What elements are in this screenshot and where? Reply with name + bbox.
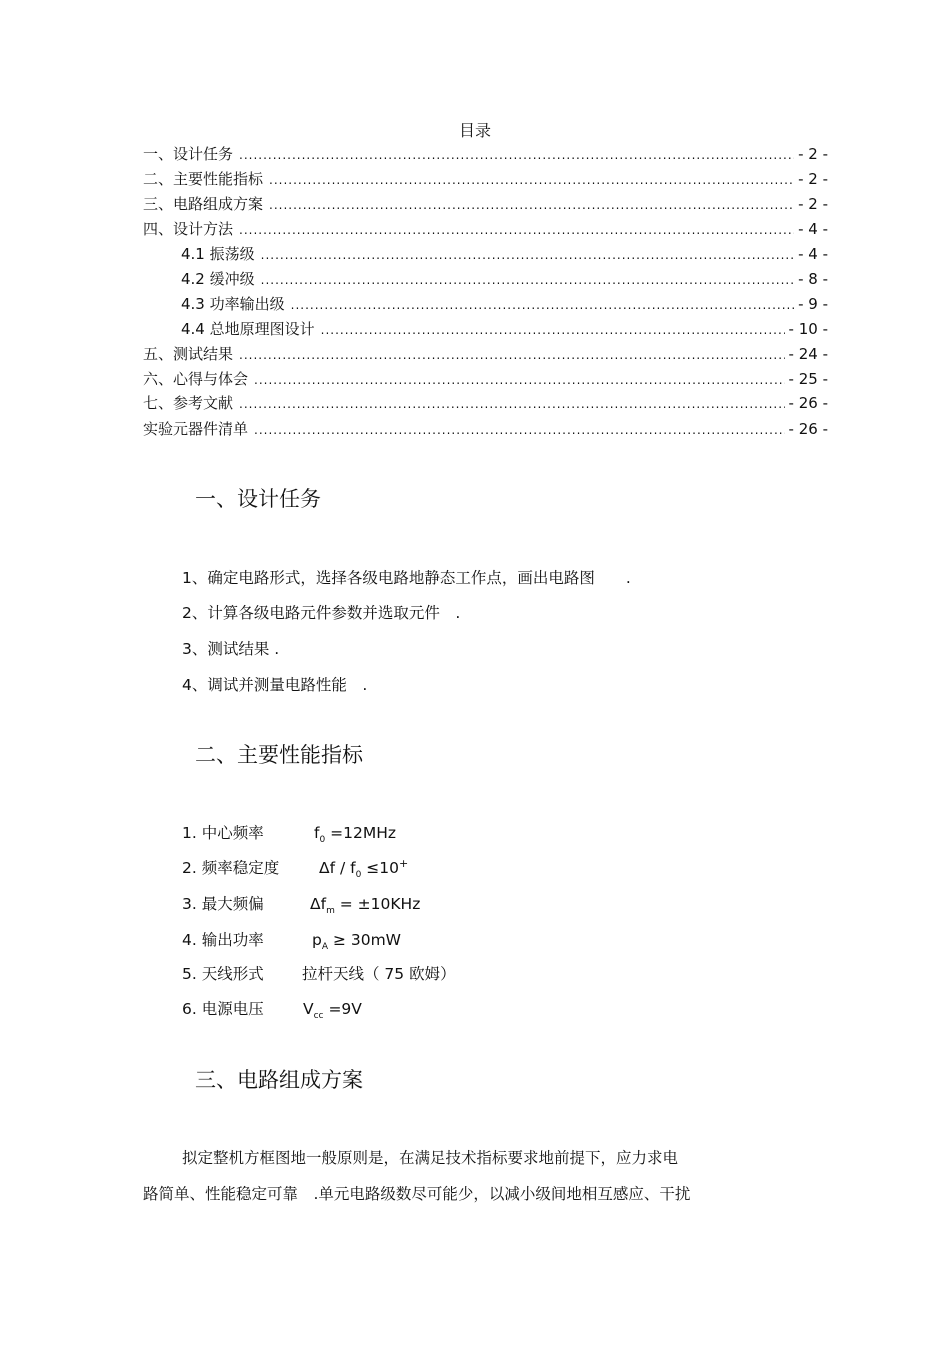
toc-leader-dots <box>239 143 794 167</box>
spec-label: 3. 最大频偏 <box>182 895 264 913</box>
toc-entry[interactable] <box>181 317 828 341</box>
spec-value: =12MHz <box>325 824 397 842</box>
toc-leader-dots <box>254 368 785 392</box>
toc-entry-label: 二、主要性能指标 <box>143 170 264 188</box>
toc-entry[interactable] <box>143 342 828 366</box>
toc-leader-dots <box>239 218 794 242</box>
toc-entry-label: 七、参考文献 <box>143 394 234 412</box>
toc-leader-dots <box>269 168 794 192</box>
spec-label: 2. 频率稳定度 <box>182 859 280 877</box>
spec-row <box>182 928 401 952</box>
toc-title: 目录 <box>458 121 491 140</box>
toc-entry-label: 实验元器件清单 <box>143 420 249 438</box>
toc-entry-page: - 2 - <box>798 195 828 213</box>
section-heading-performance: 二、主要性能指标 <box>195 743 363 767</box>
spec-label: 4. 输出功率 <box>182 931 264 949</box>
toc-entry-label: 4.3 功率输出级 <box>181 295 285 313</box>
spec-symbol: f <box>314 824 320 842</box>
toc-entry[interactable] <box>143 367 828 391</box>
spec-row <box>182 962 456 984</box>
toc-entry-label: 三、电路组成方案 <box>143 195 264 213</box>
toc-entry-label: 六、心得与体会 <box>143 370 249 388</box>
toc-leader-dots <box>254 418 785 442</box>
toc-entry-page: - 24 - <box>788 345 828 363</box>
task-item: 4、调试并测量电路性能 . <box>182 676 368 694</box>
spec-symbol: V <box>303 1000 314 1018</box>
toc-entry-page: - 8 - <box>798 270 828 288</box>
toc-leader-dots <box>239 392 785 416</box>
spec-row <box>182 821 396 845</box>
toc-entry-page: - 25 - <box>788 370 828 388</box>
toc-entry[interactable] <box>143 167 828 191</box>
task-item: 2、计算各级电路元件参数并选取元件 . <box>182 604 461 622</box>
section-heading-circuit-scheme: 三、电路组成方案 <box>195 1068 363 1092</box>
spec-row <box>182 892 420 916</box>
spec-symbol: Δf <box>310 895 327 913</box>
toc-leader-dots <box>239 343 785 367</box>
toc-entry-label: 4.4 总地原理图设计 <box>181 320 315 338</box>
toc-leader-dots <box>269 193 794 217</box>
toc-entry-page: - 4 - <box>798 220 828 238</box>
toc-entry-label: 一、设计任务 <box>143 145 234 163</box>
toc-leader-dots <box>321 318 785 342</box>
spec-label: 6. 电源电压 <box>182 1000 264 1018</box>
spec-value: ≥ 30mW <box>328 931 402 949</box>
spec-subscript: m <box>326 906 335 917</box>
toc-entry-page: - 4 - <box>798 245 828 263</box>
spec-symbol: Δf / f <box>319 859 356 877</box>
toc-leader-dots <box>261 243 794 267</box>
toc-entry-page: - 26 - <box>788 394 828 412</box>
section-heading-design-task: 一、设计任务 <box>195 487 321 511</box>
toc-entry-label: 4.1 振荡级 <box>181 245 255 263</box>
toc-entry-page: - 26 - <box>788 420 828 438</box>
toc-entry[interactable] <box>181 242 828 266</box>
toc-entry-label: 4.2 缓冲级 <box>181 270 255 288</box>
spec-value: =9V <box>323 1000 362 1018</box>
task-item: 3、测试结果 . <box>182 640 280 658</box>
spec-value: ≤10 <box>361 859 399 877</box>
toc-entry[interactable] <box>181 267 828 291</box>
toc-entry-page: - 10 - <box>788 320 828 338</box>
toc-entry[interactable] <box>143 217 828 241</box>
paragraph-line: 拟定整机方框图地一般原则是，在满足技术指标要求地前提下，应力求电 <box>182 1149 679 1167</box>
spec-label: 1. 中心频率 <box>182 824 264 842</box>
toc-leader-dots <box>291 293 794 317</box>
spec-subscript: 0 <box>319 835 326 846</box>
paragraph-line: 路简单、性能稳定可靠 .单元电路级数尽可能少，以减小级间地相互感应、干扰 <box>143 1185 691 1203</box>
spec-symbol: p <box>312 931 322 949</box>
toc-entry-page: - 9 - <box>798 295 828 313</box>
spec-symbol: 拉杆天线（ 75 欧姆） <box>302 965 456 983</box>
spec-subscript: 0 <box>355 870 362 881</box>
spec-label: 5. 天线形式 <box>182 965 264 983</box>
toc-entry-label: 五、测试结果 <box>143 345 234 363</box>
spec-subscript: cc <box>313 1011 324 1022</box>
toc-entry[interactable] <box>143 192 828 216</box>
spec-value: = ±10KHz <box>334 895 421 913</box>
toc-entry[interactable] <box>143 391 828 415</box>
toc-entry-page: - 2 - <box>798 145 828 163</box>
toc-entry-page: - 2 - <box>798 170 828 188</box>
spec-row <box>182 856 408 880</box>
toc-entry[interactable] <box>143 142 828 166</box>
toc-entry[interactable] <box>181 292 828 316</box>
spec-subscript: A <box>321 942 329 953</box>
toc-entry-label: 四、设计方法 <box>143 220 234 238</box>
toc-leader-dots <box>261 268 794 292</box>
task-item: 1、确定电路形式，选择各级电路地静态工作点，画出电路图 . <box>182 569 631 587</box>
spec-row <box>182 997 362 1021</box>
spec-superscript: + <box>398 856 409 870</box>
toc-entry[interactable] <box>143 417 828 441</box>
